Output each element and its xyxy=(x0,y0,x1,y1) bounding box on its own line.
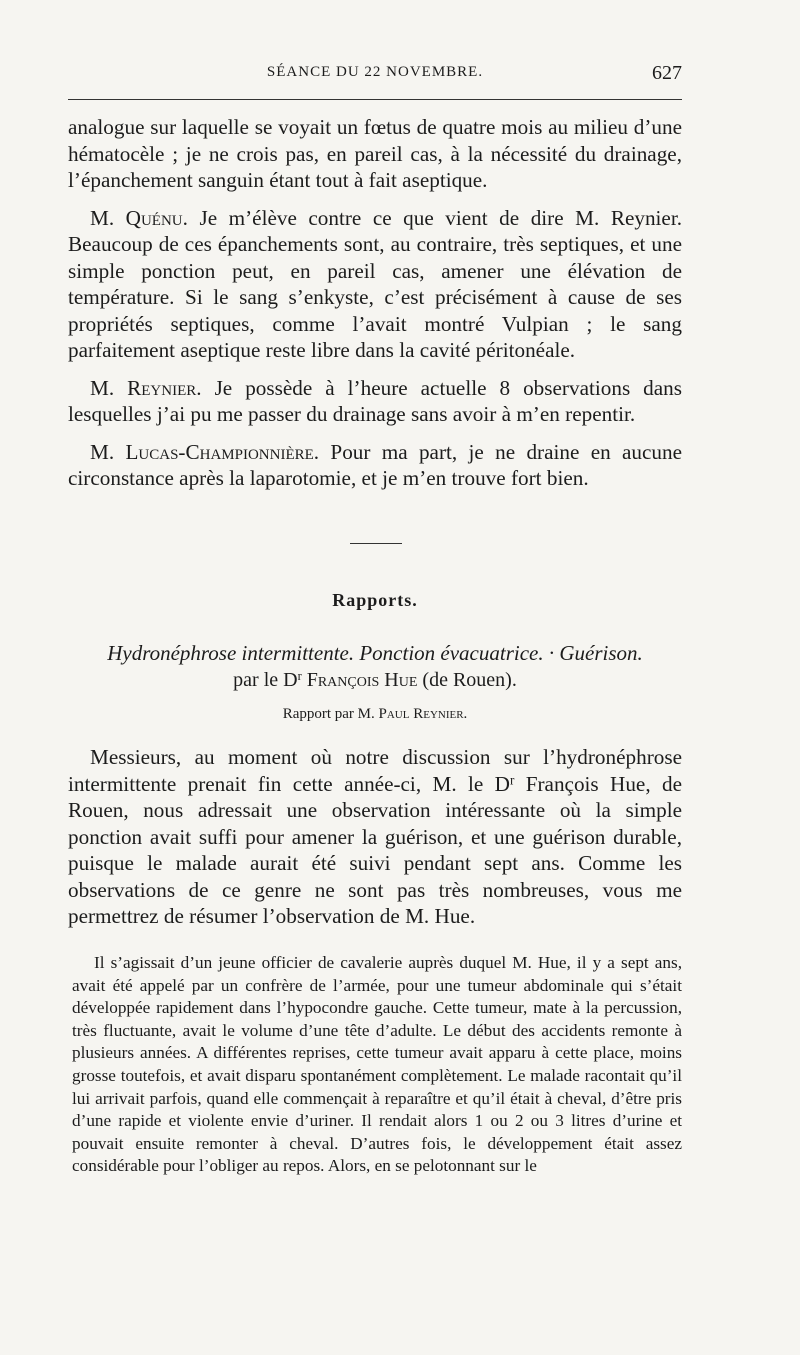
rapporteur-prefix: Rapport par M. xyxy=(282,706,375,722)
observation-paragraph: Il s’agissait d’un jeune officier de cavalerie auprès duquel M. Hue, il y a sept ans, avait été appelé par un confrère de l’armée, pour une tumeur abdominale qui s’était développée rapidement dans l’hypocondre gauche. Cette tumeur, mate à la percussion, très fluctuante, avait le volume d’une tête d’adulte. Le début des accidents remonte à plusieurs années. A différentes reprises, cette tumeur avait apparu à cette place, moins grosse toutefois, et avait disparu spontanément complètement. Le malade racontait qu’il lui arrivait parfois, quand elle commençait à reparaître et qu’il était à cheval, d’être pris d’une rapide et violente envie d’uriner. Il rendait alors 1 ou 2 ou 3 litres d’urine et pouvait ensuite remonter à cheval. D’autres fois, le développement était assez considérable pour l’obliger au repos. Alors, en se pelotonnant sur le xyxy=(72,953,682,1176)
lucas-paragraph xyxy=(68,439,682,492)
continuation-paragraph: analogue sur laquelle se voyait un fœtus de quatre mois au milieu d’une hématocèle ; je ne crois pas, en pareil cas, à la nécessité du drainage, l’épanchement sanguin étant tout à fait aseptique. xyxy=(68,115,682,192)
running-head xyxy=(68,62,682,88)
author-suffix: (de Rouen). xyxy=(422,669,517,691)
report-opening-paragraph xyxy=(68,744,682,930)
author-prefix: par le D xyxy=(233,669,298,691)
header-rule xyxy=(68,99,682,100)
speech-text: Pour ma part, je ne draine en aucune circonstance après la laparotomie, et je m’en trouve fort bien. xyxy=(68,439,683,490)
rapporteur-name: Paul Reynier. xyxy=(378,706,468,722)
report-rapporteur xyxy=(68,706,682,723)
observation-text xyxy=(72,952,682,1178)
section-separator xyxy=(350,543,402,544)
speaker-prefix: M. xyxy=(90,375,115,400)
speech-text: Je possède à l’heure actuelle 8 observations dans lesquelles j’ai pu me passer du drainage sans avoir à m’en repentir. xyxy=(68,375,683,426)
speaker-name: Quénu. xyxy=(125,205,188,230)
report-body xyxy=(68,744,682,930)
reynier-paragraph xyxy=(68,375,682,428)
speaker-prefix: M. xyxy=(90,439,115,464)
author-name: François Hue xyxy=(306,669,418,691)
speaker-name: Reynier. xyxy=(127,375,202,400)
report-title: Hydronéphrose intermittente. Ponction évacuatrice. · Guérison. xyxy=(107,641,643,665)
speech-text: Je m’élève contre ce que vient de dire M. Reynier. Beaucoup de ces épanchements sont, au contraire, très septiques, et une simple ponction peut, en pareil cas, amener une élévation de température. Si le sang s’enkyste, c’est précisément à cause de ses propriétés septiques, comme l’avait montré Vulpian ; le sang parfaitement aseptique reste libre dans la cavité péritonéale. xyxy=(68,205,683,362)
quenu-paragraph xyxy=(68,205,682,364)
running-title: SÉANCE DU 22 NOVEMBRE. xyxy=(266,64,484,80)
opening-text: Messieurs, au moment où notre discussion sur l’hydronéphrose intermittente prenait fin cette année-ci, M. le D xyxy=(68,745,682,796)
page-number: 627 xyxy=(652,62,682,84)
opening-rest: François Hue, de Rouen, nous adressait une observation intéressante où la simple ponction avait suffi pour amener la guérison, et une guérison durable, puisque le malade aurait été suivi pendant sept ans. Comme les observations de ce genre ne sont pas très nombreuses, vous me permettrez de résumer l’observation de M. Hue. xyxy=(68,771,682,928)
report-author xyxy=(68,669,682,692)
speaker-prefix: M. xyxy=(90,205,115,230)
speaker-name: Lucas-Championnière. xyxy=(125,439,320,464)
author-title-sup: r xyxy=(297,668,302,683)
section-heading: Rapports. xyxy=(332,590,418,610)
discussion-text xyxy=(68,114,682,492)
opening-title-sup: r xyxy=(509,771,515,787)
